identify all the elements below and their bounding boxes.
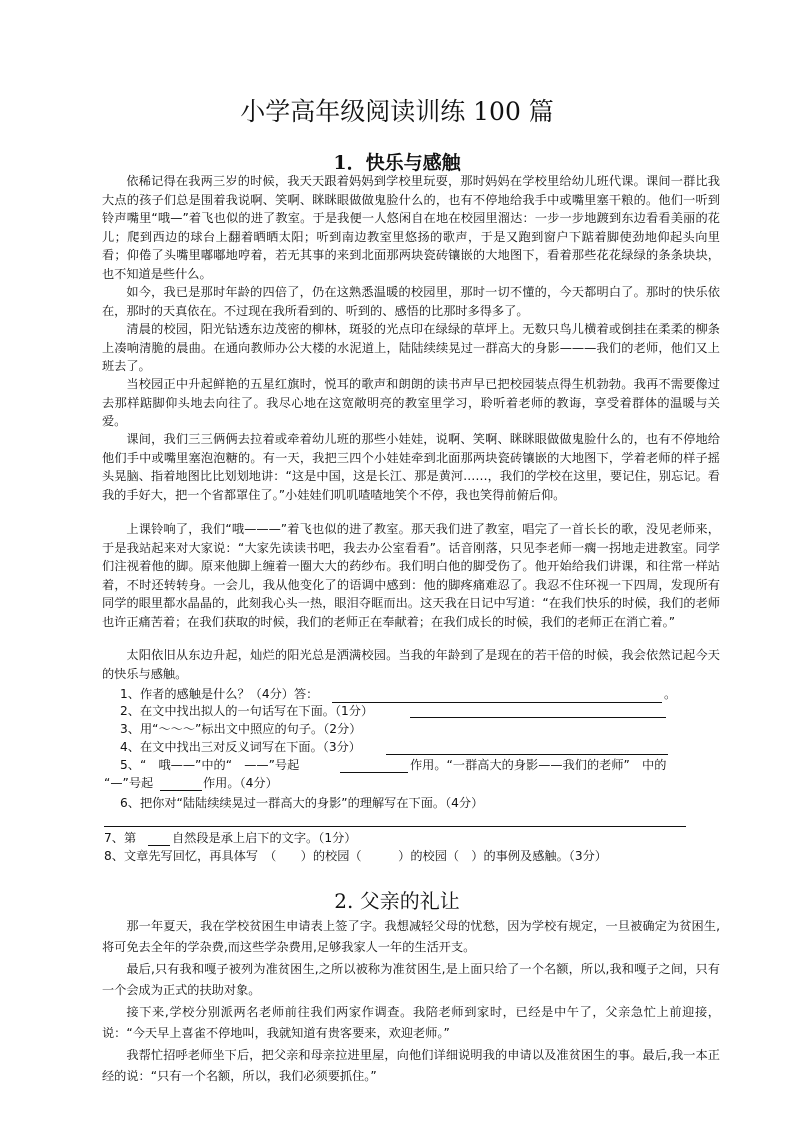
s1-paragraph-6: 上课铃响了，我们“哦———”着飞也似的进了教室。那天我们进了教室，唱完了一首长长的歌，没见老师来，于是我站起来对大家说：“大家先读读书吧，我去办公室看看”。话音刚落，只见李老师一瘸一拐地走进教室。同学们注视着他的脚。原来他脚上缠着一圈大大的药纱布。我们明白他的脚受伤了。他开始给我们讲课，和往常一样站着，不时还转转身。一会儿，我从他变化了的语调中感到：他的脚疼痛难忍了。我忍不住环视一下四周，发现所有同学的眼里都水晶晶的，此刻我心头一热，眼泪夺眶而出。这天我在日记中写道：“在我们快乐的时候，我们的老师也许正痛苦着；在我们获取的时候，我们的老师正在奉献着；在我们成长的时候，我们的老师正在消亡着。” [102, 522, 720, 629]
question-5-part-c: “—”号起 [104, 776, 154, 790]
s1-paragraph-1: 依稀记得在我两三岁的时候，我天天跟着妈妈到学校里玩耍，那时妈妈在学校里给幼儿班代课。课间一群比我大点的孩子们总是围着我说啊、笑啊、眯眯眼做做鬼脸什么的，也有不停地给我手中或嘴里塞干粮的。他们一听到铃声嘴里“哦—”着飞也似的进了教室。于是我便一人悠闲自在地在校园里溜达：一步一步地踱到东边看看美丽的花儿；爬到西边的球台上翻着晒晒太阳；听到南边教室里悠扬的歌声，于是又跑到窗户下踮着脚使劲地仰起头向里看；仰倦了头嘴里嘟嘟地哼着，若无其事的来到北面那两块瓷砖镶嵌的大地图下，看着那些花花绿绿的条条块块，也不知道是些什么。 [102, 174, 720, 281]
document-title: 小学高年级阅读训练 100 篇 [240, 97, 554, 126]
question-8: 8、文章先写回忆，再具体写 （ ）的校园（ ）的校园（ ）的事例及感触。（3分） [104, 849, 607, 863]
s2-paragraph-1: 那一年夏天，我在学校贫困生申请表上签了字。我想减轻父母的忧愁，因为学校有规定，一旦被确定为贫困生,将可免去全年的学杂费,而这些学杂费用,足够我家人一年的生活开支。 [102, 919, 720, 955]
answer-line-5a[interactable] [340, 772, 408, 773]
question-6: 6、把你对“陆陆续续晃过一群高大的身影”的理解写在下面。（4分） [120, 796, 484, 810]
answer-line-4[interactable] [386, 754, 668, 755]
s1-paragraph-4: 当校园正中升起鲜艳的五星红旗时，悦耳的歌声和朗朗的读书声早已把校园装点得生机勃勃。我再不需要像过去那样踮脚仰头地去向往了。我尽心地在这宽敞明亮的教室里学习，聆听着老师的教诲，享受着群体的温暖与关爱。 [102, 377, 720, 429]
question-4: 4、在文中找出三对反义词写在下面。（3分） [120, 740, 361, 754]
s1-paragraph-7: 太阳依旧从东边升起，灿烂的阳光总是洒满校园。当我的年龄到了是现在的若干倍的时候，我会依然记起今天的快乐与感触。 [102, 648, 720, 681]
question-2: 2、在文中找出拟人的一句话写在下面。（1分） [120, 704, 374, 718]
answer-line-2[interactable] [410, 717, 666, 718]
question-7-part-a: 7、第 [104, 831, 149, 845]
question-1-end: 。 [664, 687, 677, 701]
question-5-part-b: 作用。“一群高大的身影——我们的老师” 中的 [410, 758, 667, 772]
s2-paragraph-3: 接下来,学校分别派两名老师前往我们两家作调查。我陪老师到家时，已经是中午了，父亲急忙上前迎接，说：“今天早上喜雀不停地叫，我就知道有贵客要来，欢迎老师。” [102, 1005, 720, 1041]
question-1: 1、作者的感触是什么？（4分）答： [120, 687, 319, 701]
s1-paragraph-3: 清晨的校园，阳光钻透东边茂密的柳林，斑驳的光点印在绿绿的草坪上。无数只鸟儿横着或倒挂在柔柔的柳条上凑响清脆的晨曲。在通向教师办公大楼的水泥道上，陆陆续续晃过一群高大的身影———我们的老师，他们又上班去了。 [102, 322, 720, 374]
answer-line-5b[interactable] [160, 790, 202, 791]
answer-line-6[interactable] [104, 826, 686, 827]
s2-paragraph-4: 我帮忙招呼老师坐下后，把父亲和母亲拉进里屋，向他们详细说明我的申请以及准贫困生的事。最后,我一本正经的说：“只有一个名额，所以，我们必须要抓住。” [102, 1048, 720, 1084]
section-1-heading: 1．快乐与感触 [333, 152, 461, 174]
s1-paragraph-5: 课间，我们三三俩俩去拉着或牵着幼儿班的那些小娃娃，说啊、笑啊、眯眯眼做做鬼脸什么的，也有不停地给他们手中或嘴里塞泡泡糖的。有一天，我把三四个小娃娃牵到北面那两块瓷砖镶嵌的大地图下，学着老师的样子摇头晃脑、指着地图比比划划地讲：“这是中国，这是长江、那是黄河……，我们的学校在这里，要记住，别忘记。看我的手好大，把一个省都罩住了。”小娃娃们叽叽喳喳地笑个不停，我也笑得前俯后仰。 [102, 432, 720, 502]
question-7-part-b: 自然段是承上启下的文字。（1分） [172, 831, 357, 845]
question-5-part-a: 5、“ 哦——”中的“ ——”号起 [120, 758, 300, 772]
answer-line-7[interactable] [148, 845, 170, 846]
question-5-part-d: 作用。（4分） [203, 776, 278, 790]
section-2-heading: 2. 父亲的礼让 [334, 889, 460, 913]
s1-paragraph-2: 如今，我已是那时年龄的四倍了，仍在这熟悉温暖的校园里，那时一切不懂的，今天都明白了。那时的快乐依在，那时的天真依在。不过现在我所看到的、听到的、感悟的比那时多得多了。 [102, 285, 720, 318]
answer-line-1[interactable] [332, 702, 662, 703]
question-3: 3、用“～～～”标出文中照应的句子。（2分） [120, 722, 362, 736]
s2-paragraph-2: 最后,只有我和嘎子被列为准贫困生,之所以被称为准贫困生,是上面只给了一个名额，所以,我和嘎子之间，只有一个会成为正式的扶助对象。 [102, 962, 720, 998]
